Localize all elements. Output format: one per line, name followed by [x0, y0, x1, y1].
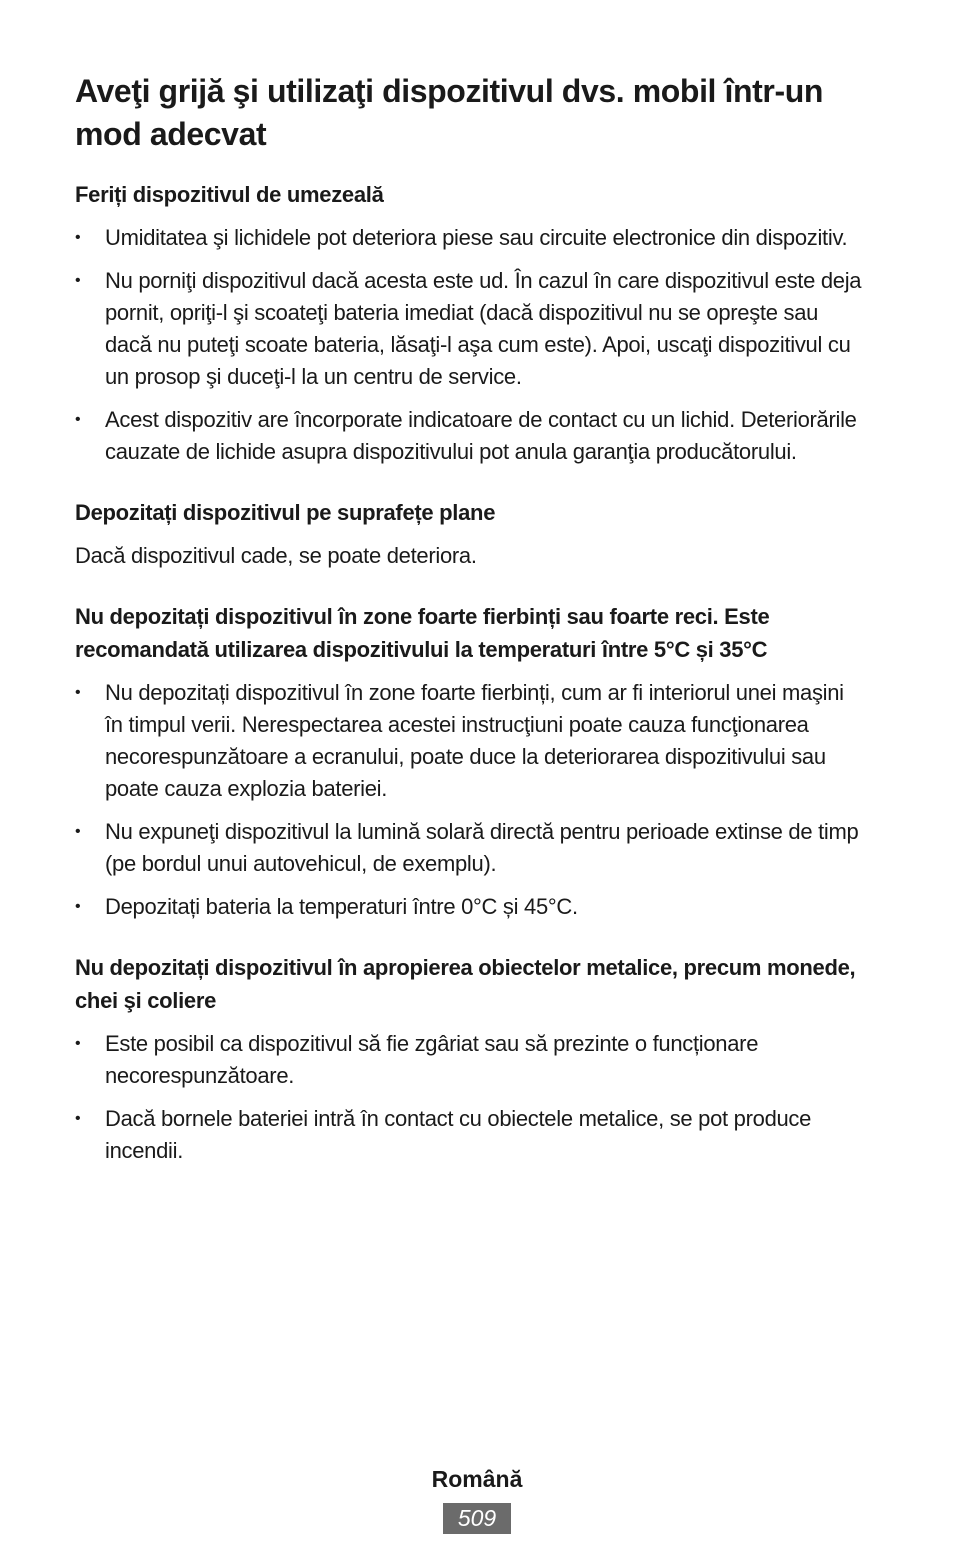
- page-content: [75, 70, 865, 1167]
- section-text: Dacă dispozitivul cade, se poate deteriora.: [75, 543, 477, 568]
- section-flat-surfaces: [75, 496, 865, 572]
- section-heading: Depozitați dispozitivul pe suprafețe plane: [75, 500, 496, 525]
- list-item: • Acest dispozitiv are încorporate indicatoare de contact cu un lichid. Deteriorările cauzate de lichide asupra dispozitivului pot anula garanţia producătorului.: [75, 404, 865, 468]
- section-moisture: [75, 178, 865, 468]
- list-item: • Este posibil ca dispozitivul să fie zgâriat sau să prezinte o funcționare necorespunzătoare.: [75, 1028, 865, 1092]
- list-item: • Nu porniţi dispozitivul dacă acesta este ud. În cazul în care dispozitivul este deja pornit, opriţi-l şi scoateţi bateria imediat (dacă dispozitivul nu se opreşte sau dacă nu puteţi scoate bateria, lăsaţi-l aşa cum este). Apoi, uscaţi dispozitivul cu un prosop şi duceţi-l la un centru de service.: [75, 265, 865, 393]
- bullet-list: [75, 222, 865, 468]
- list-item: • Dacă bornele bateriei intră în contact cu obiectele metalice, se pot produce incendii.: [75, 1103, 865, 1167]
- section-heading: Nu depozitați dispozitivul în zone foarte fierbinți sau foarte reci. Este recomandată utilizarea dispozitivului la temperaturi între 5°C și 35°C: [75, 604, 770, 662]
- section-heading: Feriți dispozitivul de umezeală: [75, 182, 384, 207]
- section-metal-objects: [75, 951, 865, 1167]
- bullet-list: [75, 1028, 865, 1167]
- list-item: • Nu depozitați dispozitivul în zone foarte fierbinți, cum ar fi interiorul unei maşini în timpul verii. Nerespectarea acestei instrucţiuni poate cauza funcţionarea necorespunzătoare a ecranului, poate duce la deteriorarea dispozitivului sau poate cauza explozia bateriei.: [75, 677, 865, 805]
- bullet-list: [75, 677, 865, 923]
- footer-language: Română: [431, 1466, 523, 1492]
- section-heading: Nu depozitați dispozitivul în apropierea obiectelor metalice, precum monede, chei şi coliere: [75, 955, 856, 1013]
- list-item: • Depozitați bateria la temperaturi între 0°C și 45°C.: [75, 891, 865, 923]
- section-temperature: [75, 600, 865, 923]
- list-item: • Umiditatea şi lichidele pot deteriora piese sau circuite electronice din dispozitiv.: [75, 222, 865, 254]
- list-item: • Nu expuneţi dispozitivul la lumină solară directă pentru perioade extinse de timp (pe bordul unui autovehicul, de exemplu).: [75, 816, 865, 880]
- page-title: Aveţi grijă şi utilizaţi dispozitivul dvs. mobil într-un mod adecvat: [75, 73, 824, 152]
- page-number-badge: 509: [443, 1503, 511, 1534]
